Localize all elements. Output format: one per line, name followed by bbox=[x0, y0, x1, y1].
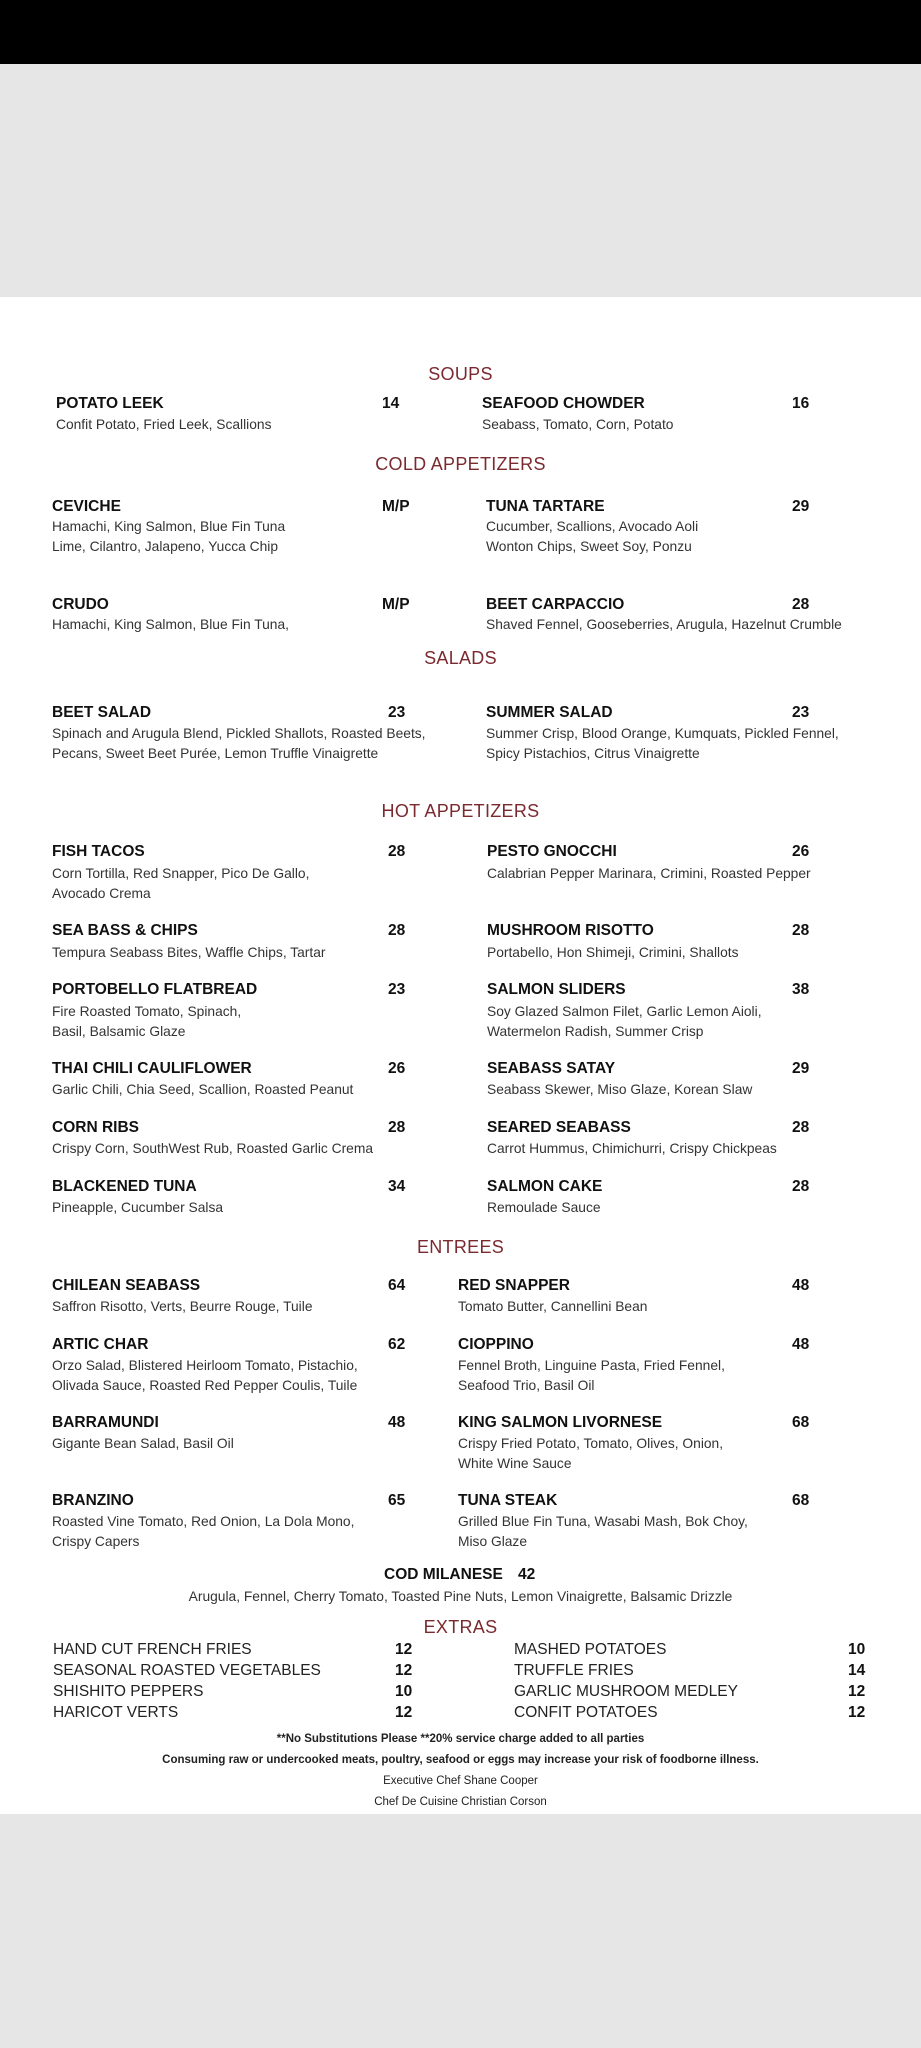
menu-item-desc: Wonton Chips, Sweet Soy, Ponzu bbox=[486, 539, 692, 554]
section-extras: EXTRAS bbox=[423, 1617, 498, 1637]
menu-item-desc: Tomato Butter, Cannellini Bean bbox=[458, 1299, 648, 1314]
menu-item-desc: Remoulade Sauce bbox=[487, 1200, 601, 1215]
menu-item-desc: Soy Glazed Salmon Filet, Garlic Lemon Aioli, bbox=[487, 1004, 762, 1019]
menu-item-desc: Cucumber, Scallions, Avocado Aoli bbox=[486, 519, 699, 534]
menu-item-name: KING SALMON LIVORNESE bbox=[458, 1414, 663, 1431]
menu-item-desc: Hamachi, King Salmon, Blue Fin Tuna bbox=[52, 519, 286, 534]
menu-item-desc: Pecans, Sweet Beet Purée, Lemon Truffle Vinaigrette bbox=[52, 746, 379, 761]
menu-item-price: 16 bbox=[792, 395, 810, 412]
extra-item-price: 12 bbox=[395, 1704, 413, 1721]
menu-item-desc: Summer Crisp, Blood Orange, Kumquats, Pickled Fennel, bbox=[486, 726, 839, 741]
menu-item-desc: Corn Tortilla, Red Snapper, Pico De Gallo, bbox=[52, 866, 310, 881]
menu-item-desc: Watermelon Radish, Summer Crisp bbox=[487, 1024, 704, 1039]
menu-item-name: BEET SALAD bbox=[52, 704, 152, 721]
menu-item-name: PORTOBELLO FLATBREAD bbox=[52, 981, 258, 998]
menu-item-desc: Olivada Sauce, Roasted Red Pepper Coulis, Tuile bbox=[52, 1378, 358, 1393]
menu-item-price: 29 bbox=[792, 498, 810, 515]
menu-item-price: 62 bbox=[388, 1336, 406, 1353]
menu-item-name: BARRAMUNDI bbox=[52, 1414, 159, 1431]
menu-item-price: M/P bbox=[382, 498, 410, 515]
menu-item-desc: Basil, Balsamic Glaze bbox=[52, 1024, 186, 1039]
menu-item-desc: Garlic Chili, Chia Seed, Scallion, Roasted Peanut bbox=[52, 1082, 354, 1097]
menu-item-price: 48 bbox=[792, 1336, 810, 1353]
menu-item-price: 23 bbox=[792, 704, 810, 721]
menu-item-price: 28 bbox=[388, 922, 406, 939]
menu-item-name: FISH TACOS bbox=[52, 843, 145, 860]
menu-item-desc: Fennel Broth, Linguine Pasta, Fried Fennel, bbox=[458, 1358, 725, 1373]
extra-item-name: HARICOT VERTS bbox=[53, 1704, 179, 1721]
menu-item-desc: Spinach and Arugula Blend, Pickled Shallots, Roasted Beets, bbox=[52, 726, 426, 741]
menu-item-price: 23 bbox=[388, 704, 406, 721]
menu-item-price: 68 bbox=[792, 1414, 810, 1431]
menu-item-name: BLACKENED TUNA bbox=[52, 1178, 197, 1195]
extra-item-price: 12 bbox=[848, 1683, 866, 1700]
menu-item-price: 48 bbox=[388, 1414, 406, 1431]
section-hot-appetizers: HOT APPETIZERS bbox=[381, 801, 540, 821]
menu-item-name: SEAFOOD CHOWDER bbox=[482, 395, 645, 412]
menu-item-desc: Saffron Risotto, Verts, Beurre Rouge, Tuile bbox=[52, 1299, 313, 1314]
menu-item-desc: Shaved Fennel, Gooseberries, Arugula, Hazelnut Crumble bbox=[486, 617, 842, 632]
section-entrees: ENTREES bbox=[416, 1237, 505, 1257]
status-bar bbox=[0, 0, 921, 64]
menu-item-price: M/P bbox=[382, 596, 410, 613]
extra-item-price: 10 bbox=[395, 1683, 413, 1700]
chef-de-cuisine: Chef De Cuisine Christian Corson bbox=[374, 1796, 547, 1808]
menu-item-price: 65 bbox=[388, 1492, 406, 1509]
extra-item-price: 12 bbox=[395, 1641, 413, 1658]
menu-item-name: TUNA TARTARE bbox=[486, 498, 605, 515]
menu-item-name: BEET CARPACCIO bbox=[486, 596, 625, 613]
menu-item-name: SEA BASS & CHIPS bbox=[52, 922, 198, 939]
executive-chef: Executive Chef Shane Cooper bbox=[383, 1775, 538, 1787]
menu-item-name: PESTO GNOCCHI bbox=[487, 843, 617, 860]
menu-item-desc: Confit Potato, Fried Leek, Scallions bbox=[56, 417, 272, 432]
menu-item-price: 28 bbox=[792, 922, 810, 939]
menu-item-desc: Crispy Fried Potato, Tomato, Olives, Onion, bbox=[458, 1436, 724, 1451]
extra-item-name: MASHED POTATOES bbox=[514, 1641, 667, 1658]
menu-item-name: CRUDO bbox=[52, 596, 109, 613]
section-soups: SOUPS bbox=[428, 364, 493, 384]
extra-item-name: GARLIC MUSHROOM MEDLEY bbox=[514, 1683, 738, 1700]
menu-item-desc: Hamachi, King Salmon, Blue Fin Tuna, bbox=[52, 617, 289, 632]
menu-item-name: SUMMER SALAD bbox=[486, 704, 613, 721]
menu-item-desc: Crispy Corn, SouthWest Rub, Roasted Garlic Crema bbox=[52, 1141, 374, 1156]
menu-item-name: BRANZINO bbox=[52, 1492, 134, 1509]
menu-item-name: SEABASS SATAY bbox=[487, 1060, 616, 1077]
menu-item-price: 38 bbox=[792, 981, 810, 998]
menu-item-desc: Carrot Hummus, Chimichurri, Crispy Chickpeas bbox=[487, 1141, 777, 1156]
extra-item-name: CONFIT POTATOES bbox=[514, 1704, 658, 1721]
menu-item-desc: Orzo Salad, Blistered Heirloom Tomato, Pistachio, bbox=[52, 1358, 358, 1373]
menu-item-name: SALMON SLIDERS bbox=[487, 981, 626, 998]
menu-item-desc: Pineapple, Cucumber Salsa bbox=[52, 1200, 224, 1215]
menu-item-name: MUSHROOM RISOTTO bbox=[487, 922, 654, 939]
menu-item-desc: Seabass Skewer, Miso Glaze, Korean Slaw bbox=[487, 1082, 753, 1097]
menu-item-name: POTATO LEEK bbox=[56, 395, 164, 412]
menu-item-name: CORN RIBS bbox=[52, 1119, 139, 1136]
menu-item-price: 14 bbox=[382, 395, 400, 412]
section-cold-appetizers: COLD APPETIZERS bbox=[375, 454, 546, 474]
menu-item-desc: Arugula, Fennel, Cherry Tomato, Toasted Pine Nuts, Lemon Vinaigrette, Balsamic Drizzle bbox=[188, 1589, 733, 1604]
menu-item-desc: Gigante Bean Salad, Basil Oil bbox=[52, 1436, 234, 1451]
menu-item-price: 29 bbox=[792, 1060, 810, 1077]
menu-item-price: 28 bbox=[388, 843, 406, 860]
menu-item-price: 68 bbox=[792, 1492, 810, 1509]
menu-item-name: SEARED SEABASS bbox=[487, 1119, 631, 1136]
menu-item-price: 42 bbox=[518, 1566, 536, 1583]
extra-item-price: 10 bbox=[848, 1641, 866, 1658]
menu-item-name: COD MILANESE bbox=[384, 1566, 503, 1583]
menu-item-desc: Miso Glaze bbox=[458, 1534, 528, 1549]
menu-item-desc: Calabrian Pepper Marinara, Crimini, Roasted Pepper bbox=[487, 866, 811, 881]
menu-item-name: THAI CHILI CAULIFLOWER bbox=[52, 1060, 252, 1077]
menu-item-desc: Grilled Blue Fin Tuna, Wasabi Mash, Bok Choy, bbox=[458, 1514, 748, 1529]
extra-item-price: 14 bbox=[848, 1662, 866, 1679]
extra-item-price: 12 bbox=[395, 1662, 413, 1679]
menu-item-desc: White Wine Sauce bbox=[458, 1456, 572, 1471]
menu-item-desc: Crispy Capers bbox=[52, 1534, 140, 1549]
extra-item-name: HAND CUT FRENCH FRIES bbox=[53, 1641, 252, 1658]
menu-item-price: 28 bbox=[388, 1119, 406, 1136]
section-salads: SALADS bbox=[424, 648, 497, 668]
menu-item-price: 64 bbox=[388, 1277, 406, 1294]
menu-item-desc: Spicy Pistachios, Citrus Vinaigrette bbox=[486, 746, 700, 761]
menu-item-desc: Lime, Cilantro, Jalapeno, Yucca Chip bbox=[52, 539, 278, 554]
menu-item-name: CHILEAN SEABASS bbox=[52, 1277, 201, 1294]
menu-item-desc: Seafood Trio, Basil Oil bbox=[458, 1378, 595, 1393]
menu-item-price: 23 bbox=[388, 981, 406, 998]
menu-item-price: 26 bbox=[792, 843, 810, 860]
menu-item-name: ARTIC CHAR bbox=[52, 1336, 149, 1353]
menu-item-name: CEVICHE bbox=[52, 498, 121, 515]
menu-item-desc: Roasted Vine Tomato, Red Onion, La Dola Mono, bbox=[52, 1514, 355, 1529]
menu-item-desc: Tempura Seabass Bites, Waffle Chips, Tartar bbox=[52, 945, 326, 960]
substitution-note: **No Substitutions Please **20% service charge added to all parties bbox=[276, 1733, 645, 1745]
extra-item-name: TRUFFLE FRIES bbox=[514, 1662, 634, 1679]
menu-item-desc: Seabass, Tomato, Corn, Potato bbox=[482, 417, 674, 432]
menu-item-name: RED SNAPPER bbox=[458, 1277, 570, 1294]
menu-item-name: TUNA STEAK bbox=[458, 1492, 558, 1509]
menu-item-name: CIOPPINO bbox=[458, 1336, 534, 1353]
menu-item-desc: Portabello, Hon Shimeji, Crimini, Shallots bbox=[487, 945, 739, 960]
extra-item-name: SHISHITO PEPPERS bbox=[53, 1683, 204, 1700]
menu-item-name: SALMON CAKE bbox=[487, 1178, 603, 1195]
menu-item-desc: Avocado Crema bbox=[52, 886, 151, 901]
menu-item-price: 26 bbox=[388, 1060, 406, 1077]
extra-item-name: SEASONAL ROASTED VEGETABLES bbox=[53, 1662, 321, 1679]
menu-item-desc: Fire Roasted Tomato, Spinach, bbox=[52, 1004, 242, 1019]
extra-item-price: 12 bbox=[848, 1704, 866, 1721]
menu-item-price: 28 bbox=[792, 1119, 810, 1136]
menu-item-price: 28 bbox=[792, 1178, 810, 1195]
menu-item-price: 34 bbox=[388, 1178, 406, 1195]
foodborne-warning: Consuming raw or undercooked meats, poultry, seafood or eggs may increase your risk of foodborne illness. bbox=[162, 1754, 759, 1766]
menu-item-price: 48 bbox=[792, 1277, 810, 1294]
menu-item-price: 28 bbox=[792, 596, 810, 613]
